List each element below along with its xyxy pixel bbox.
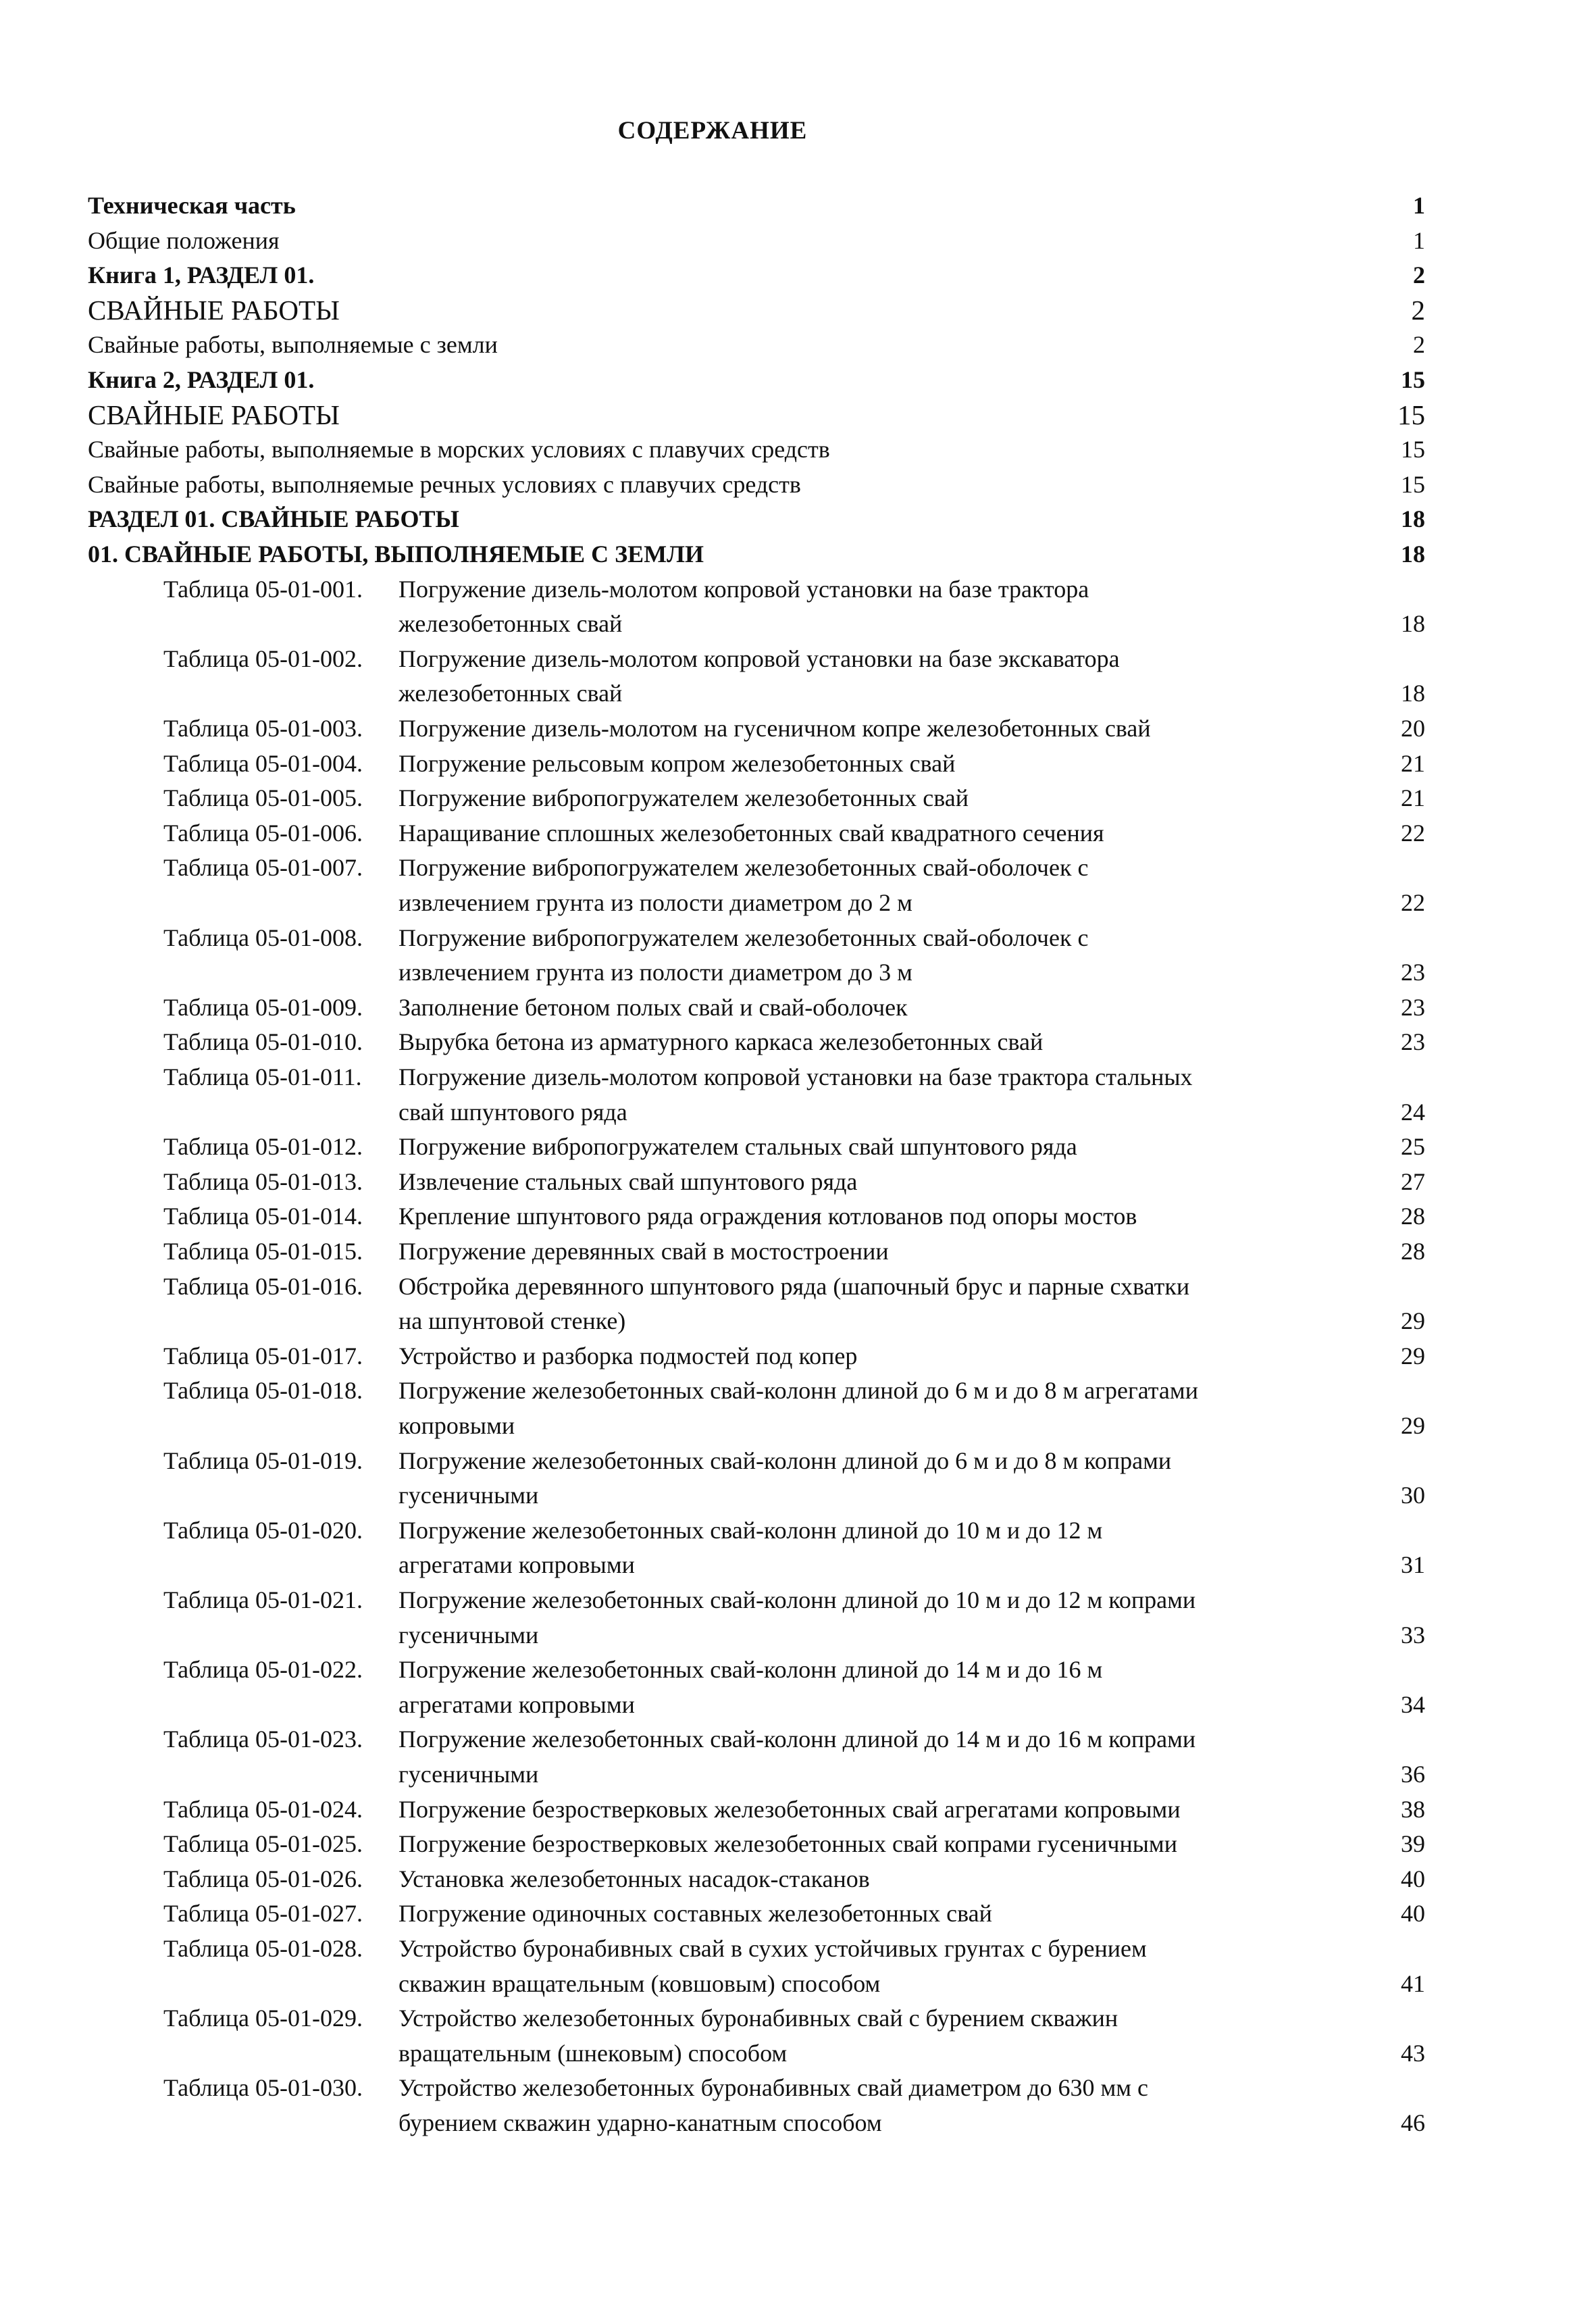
toc-table-row-continuation (0, 1617, 1596, 1653)
toc-heading-label: 01. СВАЙНЫЕ РАБОТЫ, ВЫПОЛНЯЕМЫЕ С ЗЕМЛИ (88, 540, 704, 568)
toc-table-row (0, 1721, 1596, 1757)
toc-table-row-continuation (0, 606, 1596, 641)
toc-heading-row (0, 327, 1596, 362)
toc-table-number: Таблица 05-01-028. (163, 1935, 363, 1962)
toc-table-title-line: Погружение железобетонных свай-колонн длиной до 6 м и до 8 м копрами (398, 1447, 1172, 1474)
toc-table-title-line: Погружение вибропогружателем железобетонных свай (398, 784, 969, 812)
toc-page-number: 46 (1401, 2109, 1425, 2136)
toc-heading-label: Книга 2, РАЗДЕЛ 01. (88, 366, 315, 393)
toc-table-number: Таблица 05-01-013. (163, 1167, 363, 1195)
toc-page-number: 21 (1401, 784, 1425, 812)
toc-table-row (0, 1129, 1596, 1164)
toc-table-number: Таблица 05-01-003. (163, 715, 363, 742)
toc-page-number: 18 (1401, 680, 1425, 707)
toc-page-number: 43 (1401, 2039, 1425, 2067)
toc-page-number: 31 (1401, 1551, 1425, 1579)
toc-page-number: 23 (1401, 959, 1425, 986)
toc-heading-label: Свайные работы, выполняемые речных условиях с плавучих средств (88, 470, 801, 498)
toc-table-number: Таблица 05-01-019. (163, 1447, 363, 1474)
toc-table-row (0, 1338, 1596, 1374)
toc-table-number: Таблица 05-01-009. (163, 993, 363, 1021)
toc-table-row-continuation (0, 676, 1596, 711)
toc-table-number: Таблица 05-01-027. (163, 1900, 363, 1928)
toc-table-title-line: свай шпунтового ряда (398, 1098, 627, 1126)
toc-heading-label: СВАЙНЫЕ РАБОТЫ (88, 294, 340, 326)
toc-heading-label: Техническая часть (88, 192, 296, 219)
toc-table-number: Таблица 05-01-011. (163, 1063, 362, 1090)
toc-table-title-line: Погружение железобетонных свай-колонн длиной до 10 м и до 12 м копрами (398, 1586, 1196, 1613)
toc-table-number: Таблица 05-01-012. (163, 1133, 363, 1161)
toc-table-row (0, 572, 1596, 607)
toc-table-title-line: гусеничными (398, 1761, 539, 1788)
toc-table-row-continuation (0, 1547, 1596, 1582)
toc-table-title-line: Заполнение бетоном полых свай и свай-оболочек (398, 993, 908, 1021)
toc-table-row-continuation (0, 885, 1596, 920)
toc-heading-row (0, 257, 1596, 293)
toc-heading-row (0, 362, 1596, 397)
toc-table-row (0, 1931, 1596, 1966)
toc-table-title-line: гусеничными (398, 1621, 539, 1649)
toc-page-number: 28 (1401, 1238, 1425, 1265)
toc-table-title-line: Устройство железобетонных буронабивных свай диаметром до 630 мм с (398, 2074, 1149, 2102)
toc-table-row (0, 1896, 1596, 1931)
toc-table-title-line: копровыми (398, 1412, 515, 1439)
toc-page-number: 36 (1401, 1761, 1425, 1788)
toc-table-number: Таблица 05-01-020. (163, 1516, 363, 1544)
toc-table-title-line: Погружение безростверковых железобетонных свай копрами гусеничными (398, 1830, 1177, 1858)
toc-page-number: 29 (1401, 1412, 1425, 1439)
toc-table-row-continuation (0, 1687, 1596, 1722)
toc-page-number: 18 (1401, 540, 1425, 568)
toc-table-number: Таблица 05-01-006. (163, 819, 363, 847)
toc-table-number: Таблица 05-01-015. (163, 1238, 363, 1265)
toc-table-title-line: Погружение железобетонных свай-колонн длиной до 6 м и до 8 м агрегатами (398, 1377, 1198, 1405)
toc-page-number: 1 (1413, 192, 1425, 219)
toc-page-number: 33 (1401, 1621, 1425, 1649)
toc-table-title-line: скважин вращательным (ковшовым) способом (398, 1969, 881, 1997)
toc-page-number: 2 (1411, 294, 1425, 326)
toc-heading-label: Книга 1, РАЗДЕЛ 01. (88, 261, 315, 289)
toc-table-title-line: агрегатами копровыми (398, 1551, 635, 1579)
toc-table-number: Таблица 05-01-008. (163, 924, 363, 951)
toc-page-number: 15 (1397, 399, 1425, 430)
toc-table-row (0, 1861, 1596, 1896)
toc-table-row (0, 1792, 1596, 1827)
toc-table-row-continuation (0, 1478, 1596, 1513)
toc-table-row-continuation (0, 1966, 1596, 2001)
toc-table-number: Таблица 05-01-021. (163, 1586, 363, 1613)
toc-table-row (0, 1269, 1596, 1304)
toc-heading-label: Свайные работы, выполняемые в морских условиях с плавучих средств (88, 436, 830, 463)
toc-heading-row (0, 223, 1596, 258)
toc-table-number: Таблица 05-01-005. (163, 784, 363, 812)
toc-page-number: 15 (1401, 366, 1425, 393)
toc-table-title-line: Погружение вибропогружателем железобетонных свай-оболочек с (398, 924, 1089, 951)
toc-heading-row (0, 501, 1596, 536)
toc-page-number: 22 (1401, 819, 1425, 847)
toc-table-row-continuation (0, 2036, 1596, 2071)
toc-table-row (0, 2070, 1596, 2105)
toc-table-row (0, 1059, 1596, 1095)
toc-table-title-line: бурением скважин ударно-канатным способом (398, 2109, 882, 2136)
toc-heading-row (0, 536, 1596, 572)
toc-heading-label: РАЗДЕЛ 01. СВАЙНЫЕ РАБОТЫ (88, 505, 459, 533)
toc-table-title-line: гусеничными (398, 1482, 539, 1509)
page-title: СОДЕРЖАНИЕ (617, 117, 808, 145)
toc-table-title-line: на шпунтовой стенке) (398, 1307, 626, 1335)
toc-table-title-line: Погружение дизель-молотом копровой установки на базе трактора стальных (398, 1063, 1193, 1090)
toc-page-number: 23 (1401, 1028, 1425, 1056)
toc-table-number: Таблица 05-01-007. (163, 854, 363, 882)
toc-table-title-line: Погружение железобетонных свай-колонн длиной до 14 м и до 16 м (398, 1656, 1103, 1684)
toc-table-row (0, 815, 1596, 851)
toc-table-number: Таблица 05-01-029. (163, 2005, 363, 2032)
toc-table-row-continuation (0, 1757, 1596, 1792)
toc-page-number: 2 (1413, 261, 1425, 289)
toc-page-number: 20 (1401, 715, 1425, 742)
toc-table-title-line: Погружение безростверковых железобетонных свай агрегатами копровыми (398, 1795, 1181, 1823)
toc-table-number: Таблица 05-01-001. (163, 575, 363, 603)
toc-table-row (0, 1164, 1596, 1199)
toc-table-title-line: извлечением грунта из полости диаметром до 2 м (398, 889, 912, 916)
toc-table-row (0, 711, 1596, 746)
toc-page-number: 2 (1413, 331, 1425, 359)
toc-heading-row (0, 467, 1596, 502)
toc-table-title-line: Установка железобетонных насадок-стаканов (398, 1865, 870, 1892)
toc-page-number: 21 (1401, 749, 1425, 777)
toc-table-row (0, 1443, 1596, 1478)
toc-table-title-line: Погружение дизель-молотом копровой установки на базе трактора (398, 575, 1089, 603)
toc-table-number: Таблица 05-01-030. (163, 2074, 363, 2102)
toc-table-row (0, 1582, 1596, 1617)
toc-page-number: 27 (1401, 1167, 1425, 1195)
toc-table-row (0, 990, 1596, 1025)
toc-table-title-line: извлечением грунта из полости диаметром до 3 м (398, 959, 912, 986)
toc-table-title-line: Погружение рельсовым копром железобетонных свай (398, 749, 956, 777)
toc-table-number: Таблица 05-01-026. (163, 1865, 363, 1892)
toc-page-number: 40 (1401, 1865, 1425, 1892)
toc-page-number: 22 (1401, 889, 1425, 916)
toc-table-title-line: Устройство железобетонных буронабивных свай с бурением скважин (398, 2005, 1118, 2032)
toc-table-number: Таблица 05-01-002. (163, 645, 363, 672)
toc-table-title-line: Погружение одиночных составных железобетонных свай (398, 1900, 992, 1928)
toc-table-row-continuation (0, 955, 1596, 990)
toc-table-row (0, 1373, 1596, 1408)
toc-table-title-line: Погружение вибропогружателем стальных свай шпунтового ряда (398, 1133, 1077, 1161)
toc-heading-row (0, 293, 1596, 328)
toc-table-title-line: Вырубка бетона из арматурного каркаса железобетонных свай (398, 1028, 1044, 1056)
toc-table-row (0, 1199, 1596, 1234)
toc-table-row (0, 2001, 1596, 2036)
toc-page-number: 1 (1413, 226, 1425, 254)
toc-table-number: Таблица 05-01-010. (163, 1028, 363, 1056)
toc-table-number: Таблица 05-01-004. (163, 749, 363, 777)
toc-page-number: 15 (1401, 470, 1425, 498)
toc-table-title-line: Устройство буронабивных свай в сухих устойчивых грунтах с бурением (398, 1935, 1147, 1962)
toc-page-number: 28 (1401, 1203, 1425, 1230)
toc-table-row (0, 780, 1596, 815)
toc-table-title-line: Погружение дизель-молотом копровой установки на базе экскаватора (398, 645, 1120, 672)
toc-heading-label: Общие положения (88, 226, 280, 254)
toc-page-number: 30 (1401, 1482, 1425, 1509)
toc-table-number: Таблица 05-01-014. (163, 1203, 363, 1230)
toc-table-row (0, 641, 1596, 676)
toc-table-title-line: агрегатами копровыми (398, 1690, 635, 1718)
toc-table-title-line: Наращивание сплошных железобетонных свай квадратного сечения (398, 819, 1104, 847)
toc-page-number: 39 (1401, 1830, 1425, 1858)
toc-table-number: Таблица 05-01-016. (163, 1272, 363, 1300)
toc-table-row-continuation (0, 1303, 1596, 1338)
toc-page-number: 24 (1401, 1098, 1425, 1126)
toc-page-number: 15 (1401, 436, 1425, 463)
toc-table-number: Таблица 05-01-024. (163, 1795, 363, 1823)
toc-table-title-line: Погружение дизель-молотом на гусеничном копре железобетонных свай (398, 715, 1151, 742)
toc-page-number: 40 (1401, 1900, 1425, 1928)
toc-table-row (0, 1826, 1596, 1861)
toc-page-number: 18 (1401, 610, 1425, 638)
toc-page-number: 29 (1401, 1342, 1425, 1369)
toc-table-title-line: вращательным (шнековым) способом (398, 2039, 788, 2067)
toc-page-number: 25 (1401, 1133, 1425, 1161)
toc-table-number: Таблица 05-01-023. (163, 1726, 363, 1753)
toc-table-title-line: Погружение вибропогружателем железобетонных свай-оболочек с (398, 854, 1089, 882)
toc-table-title-line: железобетонных свай (398, 680, 623, 707)
toc-table-title-line: Погружение железобетонных свай-колонн длиной до 14 м и до 16 м копрами (398, 1726, 1196, 1753)
toc-page-number: 41 (1401, 1969, 1425, 1997)
toc-page-number: 34 (1401, 1690, 1425, 1718)
toc-table-row (0, 1024, 1596, 1059)
toc-heading-row (0, 432, 1596, 467)
toc-page-number: 29 (1401, 1307, 1425, 1335)
toc-table-number: Таблица 05-01-018. (163, 1377, 363, 1405)
toc-table-row (0, 1652, 1596, 1687)
toc-table-number: Таблица 05-01-025. (163, 1830, 363, 1858)
toc-page-number: 38 (1401, 1795, 1425, 1823)
toc-table-row (0, 1513, 1596, 1548)
toc-table-row (0, 746, 1596, 781)
toc-page-number: 18 (1401, 505, 1425, 533)
toc-page-number: 23 (1401, 993, 1425, 1021)
toc-table-row (0, 1234, 1596, 1269)
toc-table-title-line: железобетонных свай (398, 610, 623, 638)
toc-heading-label: СВАЙНЫЕ РАБОТЫ (88, 399, 340, 430)
toc-table-row-continuation (0, 2105, 1596, 2140)
toc-table-number: Таблица 05-01-022. (163, 1656, 363, 1684)
toc-heading-row (0, 397, 1596, 432)
toc-table-title-line: Погружение железобетонных свай-колонн длиной до 10 м и до 12 м (398, 1516, 1103, 1544)
toc-heading-label: Свайные работы, выполняемые с земли (88, 331, 498, 359)
toc-table-row (0, 850, 1596, 885)
toc-table-title-line: Крепление шпунтового ряда ограждения котлованов под опоры мостов (398, 1203, 1137, 1230)
toc-table-row-continuation (0, 1408, 1596, 1443)
toc-table-title-line: Извлечение стальных свай шпунтового ряда (398, 1167, 858, 1195)
toc-table-title-line: Погружение деревянных свай в мостостроении (398, 1238, 889, 1265)
toc-table-title-line: Устройство и разборка подмостей под копер (398, 1342, 858, 1369)
toc-table-row (0, 920, 1596, 955)
toc-table-row-continuation (0, 1095, 1596, 1130)
toc-table-number: Таблица 05-01-017. (163, 1342, 363, 1369)
toc-heading-row (0, 188, 1596, 223)
toc-table-title-line: Обстройка деревянного шпунтового ряда (шапочный брус и парные схватки (398, 1272, 1190, 1300)
